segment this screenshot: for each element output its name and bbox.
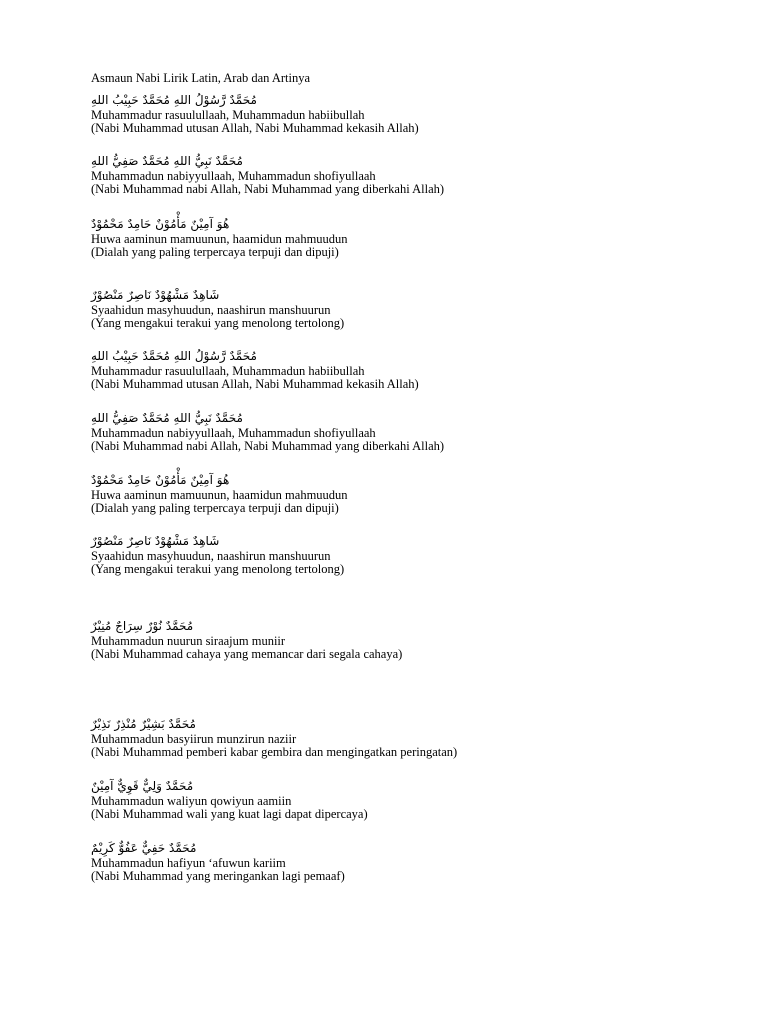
latin-line: Muhammadun nabiyyullaah, Muhammadun shofiyullaah xyxy=(91,426,376,440)
arabic-line: مُحَمَّدٌ حَفِيٌّ عَفُوٌّ كَرِيْمٌ xyxy=(91,841,197,855)
document-title: Asmaun Nabi Lirik Latin, Arab dan Artinya xyxy=(91,71,311,85)
stanza xyxy=(91,778,691,821)
arabic-line: شَاهِدٌ مَشْهُوْدٌ نَاصِرٌ مَنْصُوْرٌ xyxy=(91,534,220,548)
stanza xyxy=(91,92,691,135)
meaning-line: (Nabi Muhammad yang meringankan lagi pemaaf) xyxy=(91,869,345,883)
meaning-line: (Nabi Muhammad cahaya yang memancar dari segala cahaya) xyxy=(91,647,403,661)
stanza xyxy=(91,348,691,391)
stanza xyxy=(91,533,691,576)
arabic-line: مُحَمَّدٌ نَبِيُّ اللهِ مُحَمَّدٌ صَفِيُّ اللهِ xyxy=(91,411,243,425)
latin-line: Muhammadun nuurun siraajum muniir xyxy=(91,634,286,648)
stanza xyxy=(91,287,691,330)
arabic-line: مُحَمَّدٌ وَلِيٌّ قَوِيٌّ آمِيْنٌ xyxy=(91,779,194,793)
stanza xyxy=(91,618,691,661)
latin-line: Muhammadun basyiirun munzirun naziir xyxy=(91,732,297,746)
latin-line: Muhammadur rasuulullaah, Muhammadun habiibullah xyxy=(91,108,365,122)
stanza xyxy=(91,472,691,515)
arabic-line: هُوَ آمِيْنٌ مَأْمُوْنٌ حَامِدٌ مَحْمُوْدٌ xyxy=(91,473,230,487)
arabic-line: مُحَمَّدٌ رَّسُوْلُ اللهِ مُحَمَّدٌ حَبِيْبُ اللهِ xyxy=(91,349,257,363)
stanza xyxy=(91,716,691,759)
latin-line: Huwa aaminun mamuunun, haamidun mahmuudun xyxy=(91,232,348,246)
latin-line: Muhammadun waliyun qowiyun aamiin xyxy=(91,794,292,808)
meaning-line: (Yang mengakui terakui yang menolong tertolong) xyxy=(91,316,345,330)
meaning-line: (Dialah yang paling terpercaya terpuji dan dipuji) xyxy=(91,245,339,259)
meaning-line: (Nabi Muhammad nabi Allah, Nabi Muhammad yang diberkahi Allah) xyxy=(91,182,445,196)
meaning-line: (Nabi Muhammad wali yang kuat lagi dapat dipercaya) xyxy=(91,807,368,821)
latin-line: Syaahidun masyhuudun, naashirun manshuurun xyxy=(91,303,331,317)
latin-line: Muhammadur rasuulullaah, Muhammadun habiibullah xyxy=(91,364,365,378)
arabic-line: شَاهِدٌ مَشْهُوْدٌ نَاصِرٌ مَنْصُوْرٌ xyxy=(91,288,220,302)
arabic-line: مُحَمَّدٌ بَشِيْرٌ مُنْذِرٌ نَذِيْرٌ xyxy=(91,717,196,731)
stanza xyxy=(91,216,691,259)
latin-line: Huwa aaminun mamuunun, haamidun mahmuudun xyxy=(91,488,348,502)
latin-line: Syaahidun masyhuudun, naashirun manshuurun xyxy=(91,549,331,563)
latin-line: Muhammadun nabiyyullaah, Muhammadun shofiyullaah xyxy=(91,169,376,183)
latin-line: Muhammadun hafiyun ‘afuwun kariim xyxy=(91,856,286,870)
meaning-line: (Yang mengakui terakui yang menolong tertolong) xyxy=(91,562,345,576)
stanza xyxy=(91,840,691,883)
stanza xyxy=(91,410,691,453)
stanza xyxy=(91,153,691,196)
arabic-line: هُوَ آمِيْنٌ مَأْمُوْنٌ حَامِدٌ مَحْمُوْدٌ xyxy=(91,217,230,231)
arabic-line: مُحَمَّدٌ نُوْرٌ سِرَاجٌ مُنِيْرٌ xyxy=(91,619,194,633)
meaning-line: (Nabi Muhammad pemberi kabar gembira dan mengingatkan peringatan) xyxy=(91,745,458,759)
arabic-line: مُحَمَّدٌ نَبِيُّ اللهِ مُحَمَّدٌ صَفِيُّ اللهِ xyxy=(91,154,243,168)
meaning-line: (Dialah yang paling terpercaya terpuji dan dipuji) xyxy=(91,501,339,515)
meaning-line: (Nabi Muhammad nabi Allah, Nabi Muhammad yang diberkahi Allah) xyxy=(91,439,445,453)
meaning-line: (Nabi Muhammad utusan Allah, Nabi Muhammad kekasih Allah) xyxy=(91,377,419,391)
meaning-line: (Nabi Muhammad utusan Allah, Nabi Muhammad kekasih Allah) xyxy=(91,121,419,135)
arabic-line: مُحَمَّدٌ رَّسُوْلُ اللهِ مُحَمَّدٌ حَبِيْبُ اللهِ xyxy=(91,93,257,107)
